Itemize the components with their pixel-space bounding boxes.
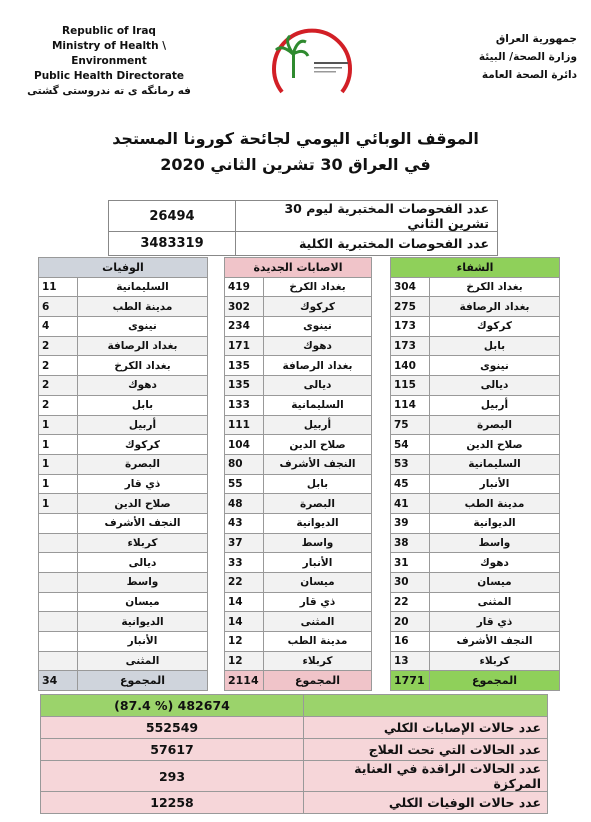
province-cell: بغداد الرصافة [264, 356, 372, 376]
table-row [39, 592, 208, 612]
summary-row [41, 761, 548, 792]
province-cell: أربيل [430, 395, 560, 415]
province-cell: كركوك [264, 297, 372, 317]
table-row [225, 612, 372, 632]
table-row [225, 533, 372, 553]
count-cell: 22 [225, 573, 264, 593]
count-cell: 48 [225, 494, 264, 514]
table-row [391, 395, 560, 415]
column-header-row [39, 258, 208, 278]
count-cell: 171 [225, 336, 264, 356]
count-cell: 39 [391, 513, 430, 533]
count-cell: 53 [391, 454, 430, 474]
province-cell: بغداد الكرخ [78, 356, 208, 376]
table-row [391, 277, 560, 297]
count-cell: 114 [391, 395, 430, 415]
province-cell: ذي قار [78, 474, 208, 494]
table-row [391, 632, 560, 652]
count-cell [39, 612, 78, 632]
table-row [39, 336, 208, 356]
province-cell: الديوانية [264, 513, 372, 533]
table-row [39, 356, 208, 376]
province-cell: صلاح الدين [430, 435, 560, 455]
tests-row [109, 232, 498, 256]
province-cell: السليمانية [264, 395, 372, 415]
count-cell: 1 [39, 494, 78, 514]
count-cell [39, 553, 78, 573]
table-row [225, 395, 372, 415]
summary-row [41, 717, 548, 739]
count-cell: 12 [225, 651, 264, 671]
header-left-line: Public Health Directorate [34, 70, 184, 82]
title-line2: في العراق 30 تشرين الثاني 2020 [160, 155, 431, 174]
table-row [39, 632, 208, 652]
summary-label: عدد الحالات الراقدة في العناية المركزة [304, 761, 548, 792]
province-cell: بغداد الكرخ [430, 277, 560, 297]
table-row [225, 592, 372, 612]
header-left-line: فه رمانگه ى ته ندروستى گشتى [27, 85, 191, 97]
province-cell: ديالى [78, 553, 208, 573]
deaths-table [38, 257, 208, 691]
count-cell: 45 [391, 474, 430, 494]
palm-tree-icon [276, 36, 308, 78]
count-cell: 2 [39, 356, 78, 376]
table-row [225, 336, 372, 356]
count-cell [39, 632, 78, 652]
province-cell: السليمانية [78, 277, 208, 297]
summary-value: 293 [41, 761, 304, 792]
table-row [391, 513, 560, 533]
total-row [225, 671, 372, 691]
table-row [225, 376, 372, 396]
summary-label [304, 695, 548, 717]
count-cell: 12 [225, 632, 264, 652]
province-cell: المثنى [264, 612, 372, 632]
count-cell: 80 [225, 454, 264, 474]
province-cell: ذي قار [430, 612, 560, 632]
province-cell: صلاح الدين [78, 494, 208, 514]
count-cell: 33 [225, 553, 264, 573]
summary-value: 57617 [41, 739, 304, 761]
summary-table [40, 694, 548, 814]
province-cell: ميسان [264, 573, 372, 593]
province-cell: نينوى [430, 356, 560, 376]
count-cell: 1 [39, 415, 78, 435]
summary-value: 552549 [41, 717, 304, 739]
count-cell: 11 [39, 277, 78, 297]
province-cell: نينوى [78, 317, 208, 337]
table-row [39, 533, 208, 553]
tests-label: عدد الفحوصات المختبرية ليوم 30 تشرين الثاني [236, 201, 498, 232]
total-label: المجموع [78, 671, 208, 691]
table-row [39, 513, 208, 533]
table-row [391, 356, 560, 376]
tests-label: عدد الفحوصات المختبرية الكلية [236, 232, 498, 256]
summary-value: 12258 [41, 792, 304, 814]
table-row [391, 336, 560, 356]
recovered-table [390, 257, 560, 691]
count-cell: 1 [39, 474, 78, 494]
header-left-line: Ministry of Health \ Environment [51, 40, 167, 67]
table-row [225, 632, 372, 652]
count-cell: 135 [225, 376, 264, 396]
count-cell [39, 592, 78, 612]
table-row [391, 454, 560, 474]
province-cell: كربلاء [78, 533, 208, 553]
province-cell: السليمانية [430, 454, 560, 474]
count-cell: 133 [225, 395, 264, 415]
province-cell: النجف الأشرف [264, 454, 372, 474]
province-cell: كركوك [78, 435, 208, 455]
table-row [225, 474, 372, 494]
province-cell: نينوى [264, 317, 372, 337]
table-row [391, 317, 560, 337]
province-cell: ميسان [430, 573, 560, 593]
count-cell: 111 [225, 415, 264, 435]
header-left-line: Republic of Iraq [62, 25, 156, 37]
province-cell: الديوانية [78, 612, 208, 632]
province-cell: بابل [264, 474, 372, 494]
count-cell: 419 [225, 277, 264, 297]
summary-label: عدد الحالات التي تحت العلاج [304, 739, 548, 761]
table-row [391, 553, 560, 573]
count-cell [39, 533, 78, 553]
table-row [225, 651, 372, 671]
count-cell: 4 [39, 317, 78, 337]
province-cell: بابل [430, 336, 560, 356]
count-cell: 22 [391, 592, 430, 612]
count-cell: 54 [391, 435, 430, 455]
table-row [391, 573, 560, 593]
province-cell: واسط [78, 573, 208, 593]
table-row [391, 592, 560, 612]
table-row [225, 494, 372, 514]
count-cell: 14 [225, 612, 264, 632]
count-cell: 234 [225, 317, 264, 337]
province-cell: واسط [430, 533, 560, 553]
table-row [39, 612, 208, 632]
count-cell: 6 [39, 297, 78, 317]
count-cell: 14 [225, 592, 264, 612]
column-heading: الاصابات الجديدة [225, 258, 372, 278]
table-row [39, 454, 208, 474]
table-row [39, 415, 208, 435]
table-row [391, 297, 560, 317]
province-cell: بابل [78, 395, 208, 415]
summary-row [41, 739, 548, 761]
tests-value: 26494 [109, 201, 236, 232]
province-cell: دهوك [264, 336, 372, 356]
province-cell: كربلاء [264, 651, 372, 671]
table-row [39, 474, 208, 494]
province-cell: صلاح الدين [264, 435, 372, 455]
count-cell: 140 [391, 356, 430, 376]
total-label: المجموع [264, 671, 372, 691]
table-row [225, 573, 372, 593]
count-cell: 2 [39, 336, 78, 356]
table-row [391, 435, 560, 455]
table-row [391, 651, 560, 671]
province-cell: النجف الأشرف [430, 632, 560, 652]
table-row [391, 415, 560, 435]
table-row [391, 533, 560, 553]
table-row [39, 651, 208, 671]
table-row [225, 317, 372, 337]
count-cell: 75 [391, 415, 430, 435]
province-cell: ميسان [78, 592, 208, 612]
new-cases-table [224, 257, 372, 691]
count-cell: 104 [225, 435, 264, 455]
province-cell: مدينة الطب [430, 494, 560, 514]
header-right-line: وزارة الصحة/ البيئة [478, 51, 577, 63]
summary-row [41, 695, 548, 717]
report-title [0, 126, 591, 178]
table-row [391, 474, 560, 494]
column-heading: الشفاء [391, 258, 560, 278]
province-cell: النجف الأشرف [78, 513, 208, 533]
count-cell: 43 [225, 513, 264, 533]
count-cell: 16 [391, 632, 430, 652]
province-cell: واسط [264, 533, 372, 553]
province-cell: البصرة [78, 454, 208, 474]
column-header-row [225, 258, 372, 278]
table-row [39, 297, 208, 317]
count-cell: 1 [39, 435, 78, 455]
column-heading: الوفيات [39, 258, 208, 278]
header-right-line: جمهورية العراق [495, 33, 577, 45]
table-row [225, 454, 372, 474]
province-cell: المثنى [78, 651, 208, 671]
count-cell [39, 513, 78, 533]
total-row [391, 671, 560, 691]
table-row [39, 395, 208, 415]
total-value: 2114 [225, 671, 264, 691]
title-line1: الموقف الوبائي اليومي لجائحة كورونا المستجد [112, 129, 479, 148]
count-cell: 55 [225, 474, 264, 494]
summary-row [41, 792, 548, 814]
count-cell: 2 [39, 395, 78, 415]
table-row [39, 494, 208, 514]
header-english [14, 24, 204, 99]
province-cell: البصرة [264, 494, 372, 514]
summary-label: عدد حالات الإصابات الكلي [304, 717, 548, 739]
table-row [39, 277, 208, 297]
province-cell: دهوك [78, 376, 208, 396]
province-cell: كربلاء [430, 651, 560, 671]
province-cell: الأنبار [264, 553, 372, 573]
table-row [225, 277, 372, 297]
count-cell: 13 [391, 651, 430, 671]
logo-arc [274, 31, 350, 92]
total-value: 34 [39, 671, 78, 691]
count-cell: 173 [391, 317, 430, 337]
table-row [391, 494, 560, 514]
table-row [225, 435, 372, 455]
province-cell: بغداد الكرخ [264, 277, 372, 297]
province-cell: البصرة [430, 415, 560, 435]
province-cell: أربيل [264, 415, 372, 435]
summary-label: عدد حالات الوفيات الكلي [304, 792, 548, 814]
table-row [39, 376, 208, 396]
province-cell: الأنبار [430, 474, 560, 494]
table-row [225, 513, 372, 533]
province-cell: الديوانية [430, 513, 560, 533]
tests-value: 3483319 [109, 232, 236, 256]
tests-table [108, 200, 498, 256]
header-arabic [427, 30, 577, 84]
count-cell: 37 [225, 533, 264, 553]
count-cell: 173 [391, 336, 430, 356]
province-cell: مدينة الطب [78, 297, 208, 317]
summary-value: (87.4 %) 482674 [41, 695, 304, 717]
count-cell [39, 573, 78, 593]
table-row [225, 415, 372, 435]
count-cell: 41 [391, 494, 430, 514]
total-value: 1771 [391, 671, 430, 691]
province-cell: بغداد الرصافة [78, 336, 208, 356]
count-cell: 1 [39, 454, 78, 474]
province-cell: مدينة الطب [264, 632, 372, 652]
ministry-logo [262, 14, 362, 104]
table-row [39, 553, 208, 573]
province-cell: كركوك [430, 317, 560, 337]
tests-row [109, 201, 498, 232]
table-row [391, 376, 560, 396]
table-row [39, 573, 208, 593]
table-row [391, 612, 560, 632]
province-cell: ديالى [264, 376, 372, 396]
province-cell: دهوك [430, 553, 560, 573]
table-row [225, 297, 372, 317]
table-row [39, 317, 208, 337]
province-cell: ديالى [430, 376, 560, 396]
header-right-line: دائرة الصحة العامة [481, 69, 577, 81]
count-cell: 30 [391, 573, 430, 593]
count-cell: 304 [391, 277, 430, 297]
column-header-row [391, 258, 560, 278]
count-cell [39, 651, 78, 671]
total-row [39, 671, 208, 691]
count-cell: 302 [225, 297, 264, 317]
count-cell: 135 [225, 356, 264, 376]
count-cell: 20 [391, 612, 430, 632]
count-cell: 2 [39, 376, 78, 396]
count-cell: 38 [391, 533, 430, 553]
province-cell: ذي قار [264, 592, 372, 612]
count-cell: 275 [391, 297, 430, 317]
province-cell: بغداد الرصافة [430, 297, 560, 317]
province-cell: الأنبار [78, 632, 208, 652]
table-row [225, 356, 372, 376]
province-cell: أربيل [78, 415, 208, 435]
table-row [39, 435, 208, 455]
count-cell: 31 [391, 553, 430, 573]
province-cell: المثنى [430, 592, 560, 612]
count-cell: 115 [391, 376, 430, 396]
table-row [225, 553, 372, 573]
total-label: المجموع [430, 671, 560, 691]
